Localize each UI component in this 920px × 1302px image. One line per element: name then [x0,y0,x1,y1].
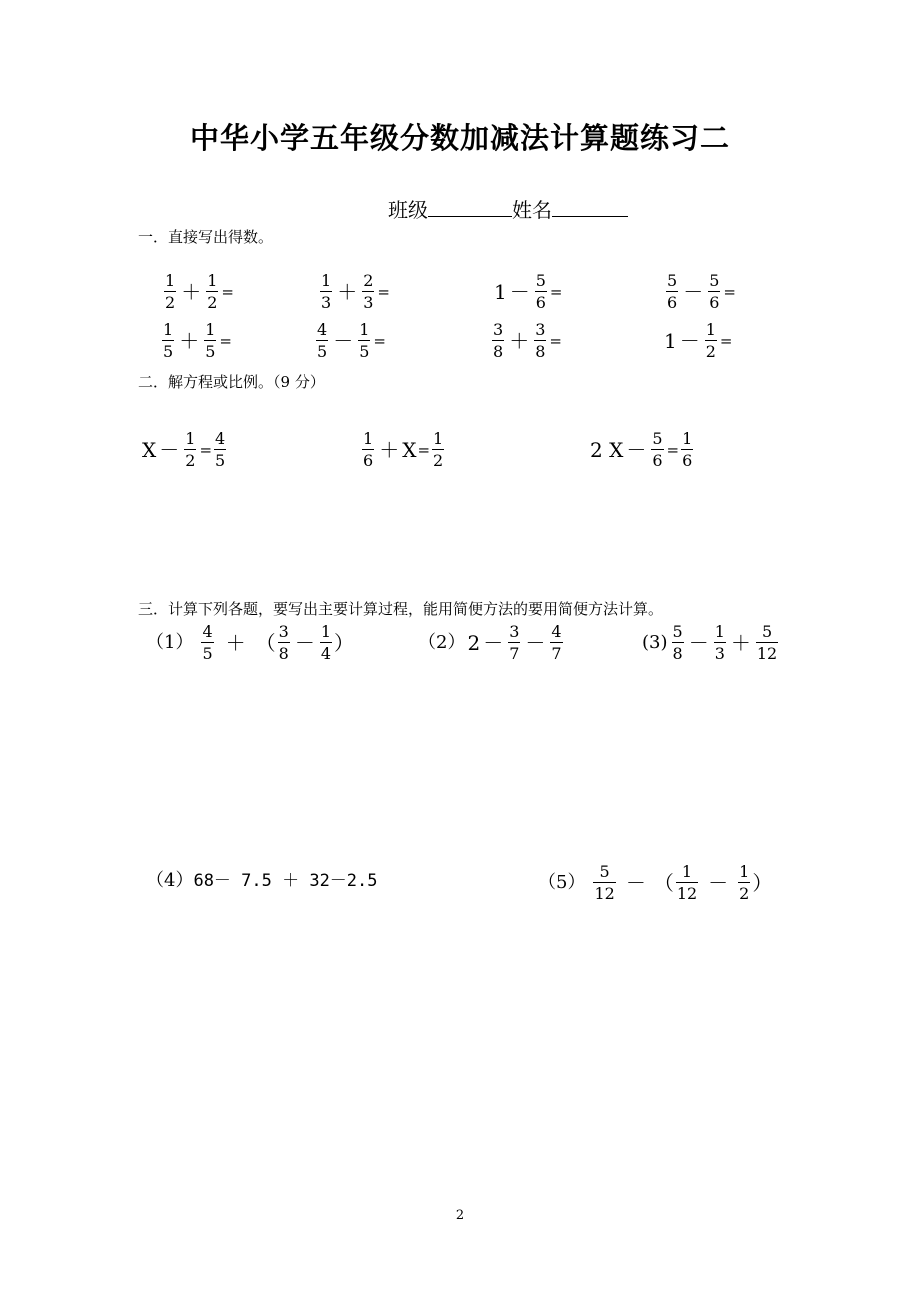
denominator: 3 [363,293,374,312]
fraction [201,624,213,662]
fraction [162,322,174,360]
equals-sign: = [377,282,390,301]
numerator: 3 [509,622,520,641]
denominator: 6 [682,451,693,470]
fraction [214,431,226,469]
denominator: 2 [185,451,196,470]
denominator: 7 [551,644,562,663]
numerator: 1 [320,622,332,641]
fraction [708,273,720,311]
operator: － [688,631,709,655]
fraction [666,273,678,311]
numerator: 5 [709,271,720,290]
operator: － [683,280,704,304]
fraction [676,864,698,902]
denominator: 5 [202,644,213,663]
operator: ＋ [337,280,358,304]
denominator: 2 [207,293,218,312]
s1-item-8: 1 － $\frac{1}{2}$ = [664,320,733,361]
class-label: 班级 [388,198,428,222]
operator: － [626,438,647,462]
operator: － [625,871,646,895]
fraction [651,431,663,469]
section2-heading: 二．解方程或比例。（9 分） [138,373,325,391]
equals-sign: = [723,282,736,301]
section1-heading: 一．直接写出得数。 [138,228,274,246]
fraction [358,322,370,360]
equals-sign: = [549,282,563,301]
s2-equation-3: 2 X － $\frac{5}{6}$ = $\frac{1}{6}$ [590,429,693,470]
denominator: 6 [363,451,374,470]
s3-problem-4: （4） 68－ 7.5 ＋ 32－2.5 [146,870,378,891]
fraction [362,273,374,311]
operator: － [294,631,315,655]
operator: － [483,631,504,655]
s1-item-7 [490,322,562,360]
page-title: 中华小学五年级分数加减法计算题练习二 [189,121,730,155]
denominator: 5 [205,342,216,361]
fraction [362,431,374,469]
s3-problem-1: （1） $\frac{4}{5}$ ＋ （ $\frac{3}{8}$ － $\frac{1}{4}$ ） [146,622,355,663]
numerator: 4 [202,622,213,641]
numerator: 5 [599,862,610,881]
operator: － [509,280,530,304]
operator: － [333,329,354,353]
fraction [278,624,290,662]
numerator: 3 [278,622,289,641]
equals-sign: = [417,440,431,459]
s1-item-1 [162,273,234,311]
equals-sign: = [666,440,680,459]
fraction [705,322,717,360]
numerator: 1 [714,622,725,641]
operator: ＋ [179,329,200,353]
s1-item-4 [664,273,736,311]
operator: ＋ [730,631,751,655]
student-info [388,194,628,223]
numerator: 1 [359,320,370,339]
denominator: 6 [652,451,663,470]
fraction [681,431,693,469]
section3-heading: 三．计算下列各题，要写出主要计算过程，能用简便方法的要用简便方法计算。 [138,600,664,618]
equals-sign: = [373,331,386,350]
denominator: 6 [667,293,678,312]
denominator: 12 [676,884,698,903]
denominator: 7 [509,644,520,663]
numerator: 1 [165,271,176,290]
s1-item-2 [318,273,390,311]
operator: ＋ [181,280,202,304]
denominator: 6 [709,293,720,312]
denominator: 2 [739,884,750,903]
fraction [550,624,562,662]
numerator: 4 [551,622,562,641]
numerator: 1 [681,862,693,881]
numerator: 1 [739,862,750,881]
fraction [164,273,176,311]
denominator: 2 [165,293,176,312]
denominator: 2 [433,451,444,470]
s1-item-5 [160,322,232,360]
numerator: 3 [535,320,546,339]
denominator: 12 [594,884,615,903]
operator: － [159,438,180,462]
denominator: 12 [756,644,778,663]
denominator: 3 [321,293,332,312]
fraction [508,624,520,662]
numerator: 1 [363,429,374,448]
denominator: 5 [215,451,226,470]
s1-item-6 [314,322,386,360]
numerator: 1 [433,429,444,448]
fraction [756,624,778,662]
s1-item-3: 1 － $\frac{5}{6}$ = [494,271,563,312]
page-number: 2 [455,1208,465,1223]
fraction [320,624,332,662]
denominator: 6 [535,293,546,312]
operator: ＋ [225,631,246,655]
fraction [432,431,444,469]
fraction [206,273,218,311]
fraction [593,864,615,902]
numerator: 1 [682,429,693,448]
denominator: 8 [278,644,289,663]
fraction [204,322,216,360]
numerator: 1 [205,320,216,339]
s2-equation-2: $\frac{1}{6}$ ＋ X = $\frac{1}{2}$ [363,429,444,470]
denominator: 8 [535,342,546,361]
name-blank [552,198,628,217]
numerator: 1 [207,271,218,290]
operator: － [708,871,729,895]
numerator: 1 [321,271,332,290]
denominator: 5 [317,342,328,361]
numerator: 2 [363,271,374,290]
fraction [738,864,750,902]
numerator: 5 [761,622,773,641]
denominator: 3 [714,644,725,663]
numerator: 5 [672,622,683,641]
s3-problem-2: （2） 2 － $\frac{3}{7}$ － $\frac{4}{7}$ [418,622,562,663]
denominator: 8 [493,342,504,361]
fraction [184,431,196,469]
operator: － [525,631,546,655]
numerator: 1 [705,320,716,339]
fraction [320,273,332,311]
numerator: 4 [317,320,328,339]
operator: － [679,329,700,353]
denominator: 5 [359,342,370,361]
equals-sign: = [221,282,234,301]
operator: ＋ [509,329,530,353]
s3-problem-5: （5） $\frac{5}{12}$ － （ $\frac{1}{12}$ － $\frac{1}{2}$ ） [538,862,773,903]
fraction [672,624,684,662]
equals-sign: = [199,440,213,459]
numerator: 1 [185,429,196,448]
fraction [316,322,328,360]
denominator: 5 [163,342,174,361]
class-blank [428,198,512,217]
operator: ＋ [379,438,400,462]
equals-sign: = [549,331,562,350]
s2-equation-1: X － $\frac{1}{2}$ = $\frac{4}{5}$ [142,429,226,470]
numerator: 5 [535,271,546,290]
numerator: 4 [215,429,226,448]
fraction [714,624,726,662]
numerator: 1 [163,320,174,339]
equals-sign: = [219,331,232,350]
fraction [492,322,504,360]
name-label: 姓名 [512,198,552,222]
numerator: 3 [493,320,504,339]
equals-sign: = [719,331,733,350]
numerator: 5 [667,271,678,290]
denominator: 4 [320,644,332,663]
denominator: 2 [705,342,716,361]
fraction [534,322,546,360]
numerator: 5 [652,429,663,448]
fraction [535,273,547,311]
denominator: 8 [672,644,683,663]
s3-problem-3: (3) $\frac{5}{8}$ － $\frac{1}{3}$ ＋ $\frac{5}{12}$ [642,622,778,663]
